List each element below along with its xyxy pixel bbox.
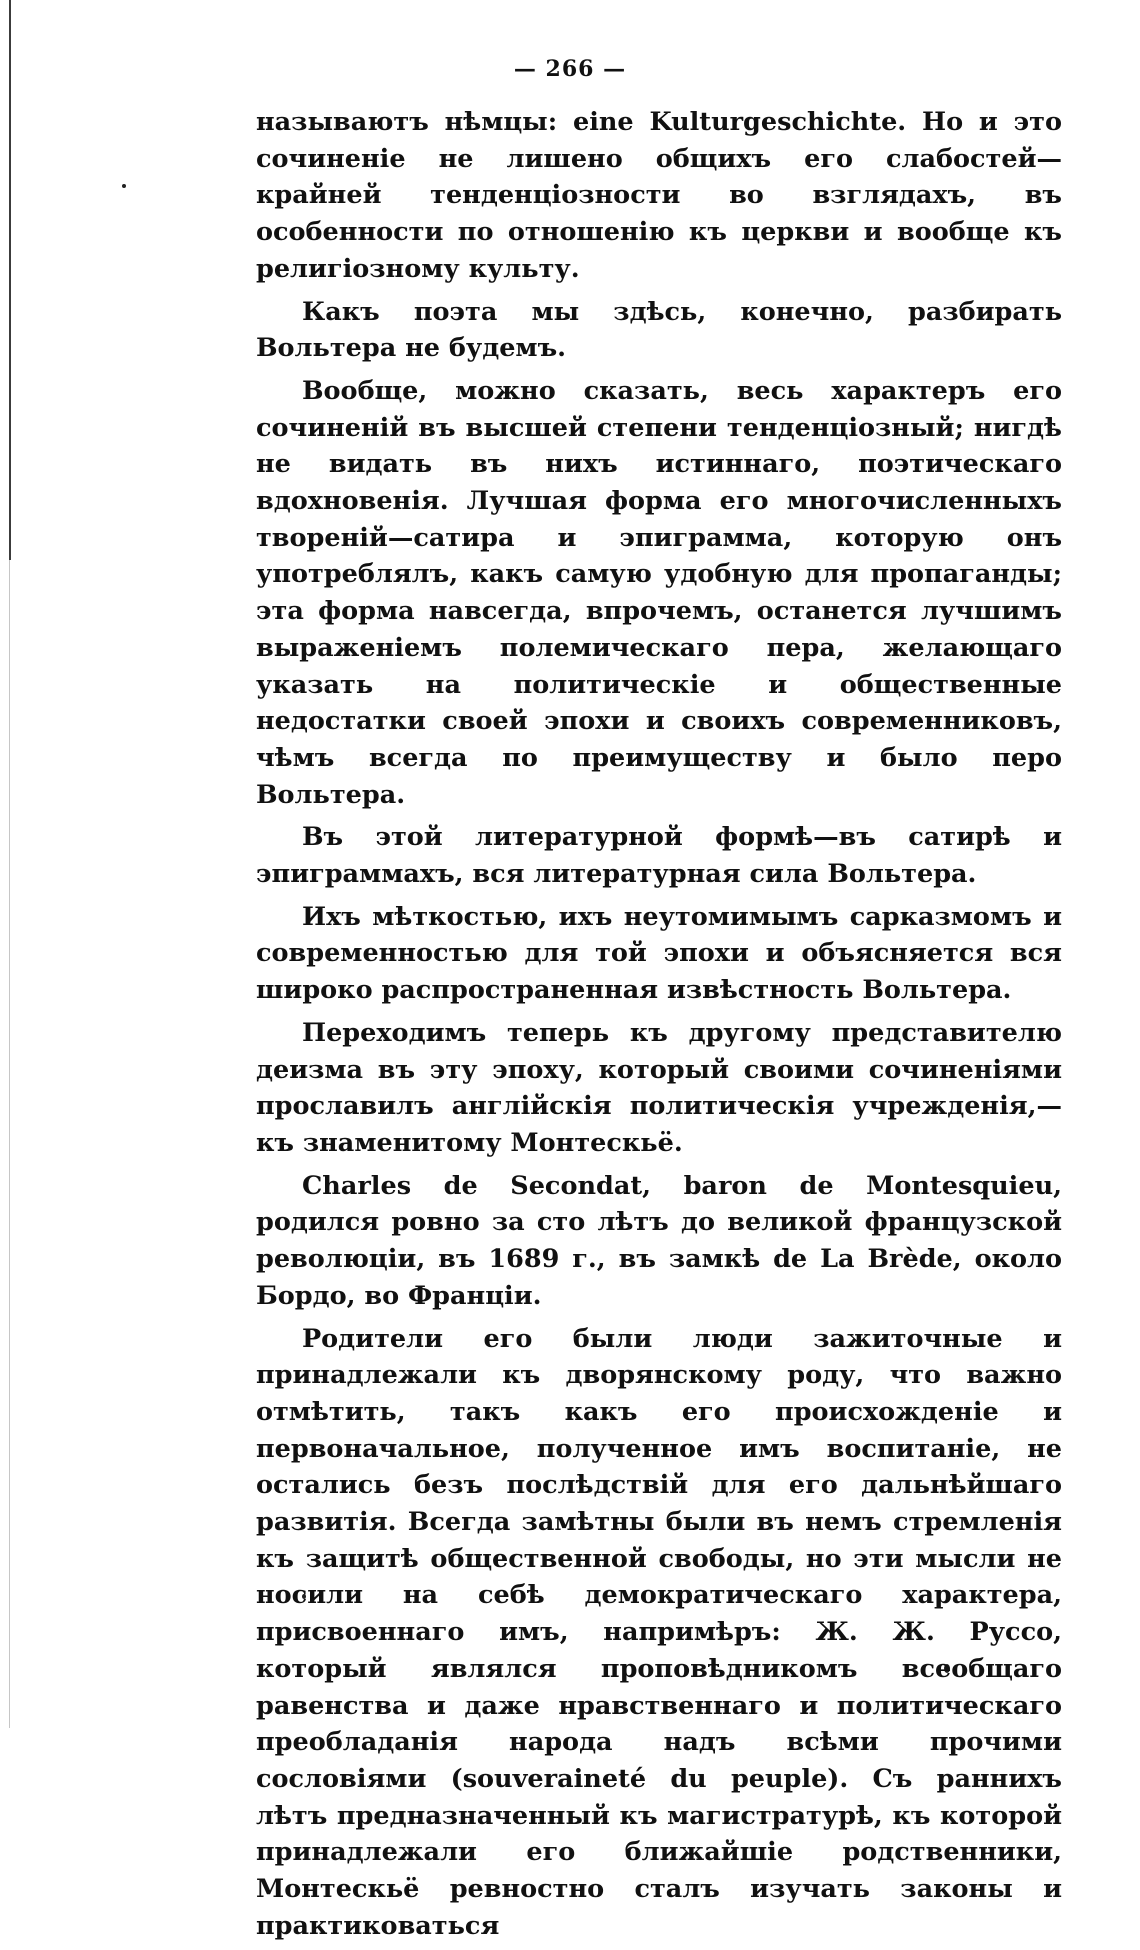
paragraph-5: Ихъ мѣткостью, ихъ неутомимымъ сарказмомъ и современностью для той эпохи и объясняется вся широко распространенная извѣстность Вольтера. — [256, 901, 1062, 1006]
paragraph-6: Переходимъ теперь къ другому представителю деизма въ эту эпоху, который своими сочиненіями прославилъ англійскія политическія учрежденія,—къ знаменитому Монтескьё. — [256, 1017, 1062, 1158]
paragraph-4: Въ этой литературной формѣ—въ сатирѣ и эпиграммахъ, вся литературная сила Вольтера. — [256, 822, 1062, 890]
paragraph-3: Вообще, можно сказать, весь характеръ его сочиненій въ высшей степени тенденціозный; нигдѣ не видать въ нихъ истиннаго, поэтическаго вдохновенія. Лучшая форма его многочисленныхъ твореній—сатира и эпиграмма, которую онъ употреблялъ, какъ самую удобную для пропаганды; эта форма навсегда, впрочемъ, останется лучшимъ выраженіемъ полемическаго пера, желающаго указать на политическіе и общественные недостатки своей эпохи и своихъ современниковъ, чѣмъ всегда по преимуществу и было перо Вольтера. — [256, 375, 1062, 810]
scan-speck — [122, 184, 126, 188]
page-number: — 266 — — [513, 56, 627, 82]
scan-edge-shadow — [9, 0, 11, 560]
paragraph-7: Charles de Secondat, baron de Montesquieu, родился ровно за сто лѣтъ до великой французской революціи, въ 1689 г., въ замкѣ de La Brède, около Бордо, во Франціи. — [256, 1170, 1062, 1311]
scan-edge-shadow-lower — [9, 560, 10, 1728]
paragraph-2: Какъ поэта мы здѣсь, конечно, разбирать Вольтера не будемъ. — [256, 296, 1062, 364]
paragraph-1: называютъ нѣмцы: eine Kulturgeschichte. Но и это сочиненіе не лишено общихъ его слабостей—крайней тенденціозности во взглядахъ, въ особенности по отношенію къ церкви и вообще къ религіозному культу. — [256, 107, 1062, 284]
body-text — [256, 104, 1062, 1950]
paragraph-8: Родители его были люди зажиточные и принадлежали къ дворянскому роду, что важно отмѣтить, такъ какъ его происхожденіе и первоначальное, полученное имъ воспитаніе, не остались безъ послѣдствій для его дальнѣйшаго развитія. Всегда замѣтны были въ немъ стремленія къ защитѣ общественной свободы, но эти мысли не носили на себѣ демократическаго характера, присвоеннаго имъ, напримѣръ: Ж. Ж. Руссо, который являлся проповѣдникомъ всеобщаго равенства и даже нравственнаго и политическаго преобладанія народа надъ всѣми прочими сословіями (souveraineté du peuple). Съ раннихъ лѣтъ предназначенный къ магистратурѣ, къ которой принадлежали его ближайшіе родственники, Монтескьё ревностно сталъ изучать законы и практиковаться — [256, 1323, 1062, 1941]
